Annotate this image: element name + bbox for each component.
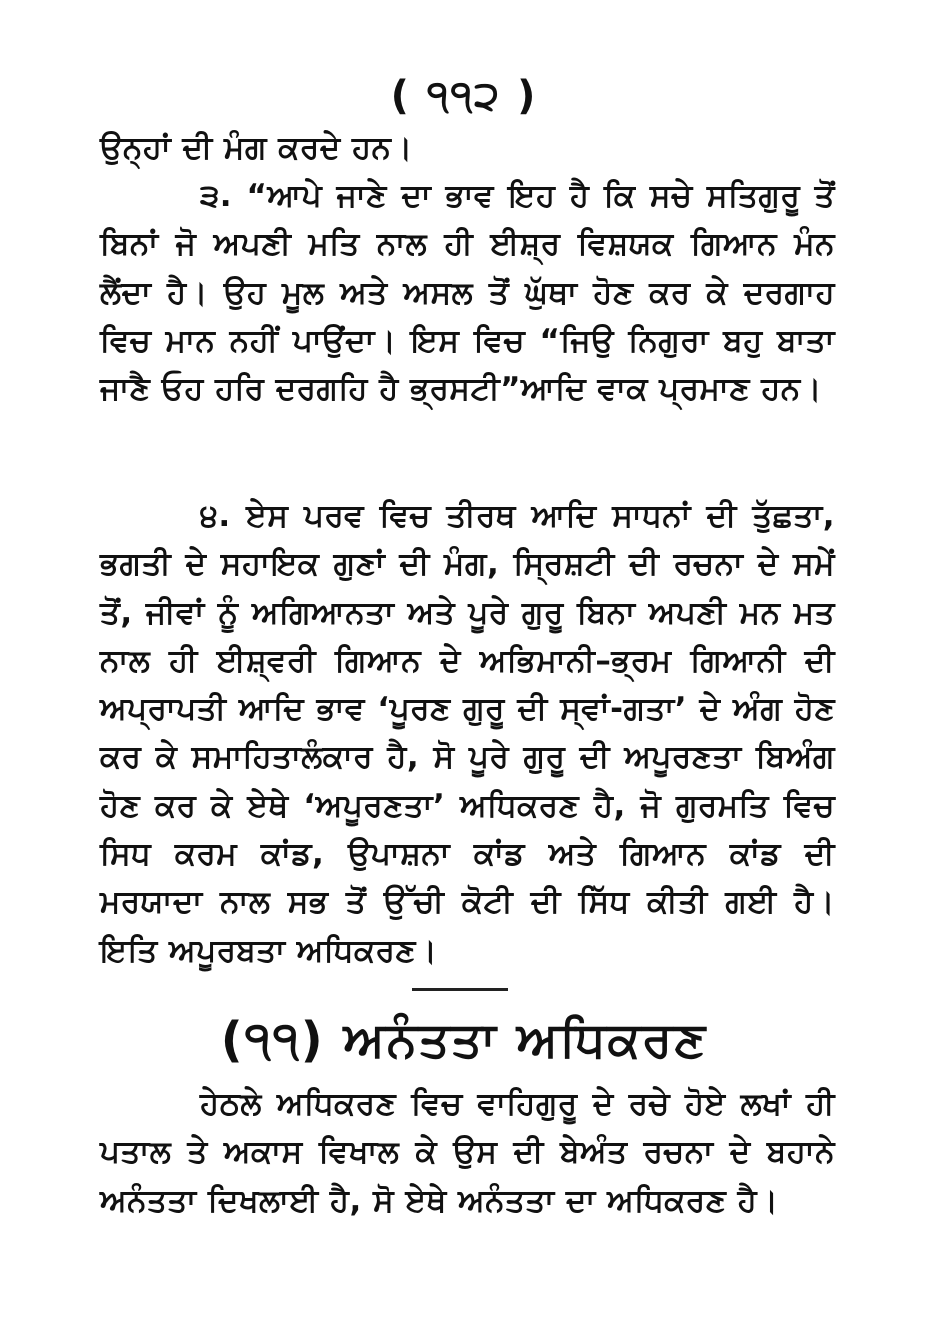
page-number: ( ੧੧੨ )	[390, 73, 538, 119]
section-heading: (੧੧) ਅਨੰਤਤਾ ਅਧਿਕਰਣ	[220, 1012, 708, 1068]
section-body-paragraph: ਹੇਠਲੇ ਅਧਿਕਰਣ ਵਿਚ ਵਾਹਿਗੁਰੂ ਦੇ ਰਚੇ ਹੋਏ ਲਖਾਂ ਹੀ ਪਤਾਲ ਤੇ ਅਕਾਸ ਵਿਖਾਲ ਕੇ ਉਸ ਦੀ ਬੇਅੰਤ ਰਚਨਾ ਦੇ ਬਹਾਨੇ ਅਨੰਤਤਾ ਦਿਖਲਾਈ ਹੈ, ਸੋ ਏਥੇ ਅਨੰਤਤਾ ਦਾ ਅਧਿਕਰਣ ਹੈ।	[100, 1086, 835, 1219]
continuation-paragraph: ਉਨ੍ਹਾਂ ਦੀ ਮੰਗ ਕਰਦੇ ਹਨ।	[100, 130, 413, 166]
paragraph-point-4: ੪. ਏਸ ਪਰਵ ਵਿਚ ਤੀਰਥ ਆਦਿ ਸਾਧਨਾਂ ਦੀ ਤੁੱਛਤਾ, ਭਗਤੀ ਦੇ ਸਹਾਇਕ ਗੁਣਾਂ ਦੀ ਮੰਗ, ਸ੍ਰਿਸ਼ਟੀ ਦੀ ਰਚਨਾ ਦੇ ਸਮੇਂ ਤੋਂ, ਜੀਵਾਂ ਨੂੰ ਅਗਿਆਨਤਾ ਅਤੇ ਪੂਰੇ ਗੁਰੂ ਬਿਨਾ ਅਪਣੀ ਮਨ ਮਤ ਨਾਲ ਹੀ ਈਸ਼੍ਵਰੀ ਗਿਆਨ ਦੇ ਅਭਿਮਾਨੀ–ਭ੍ਰਮ ਗਿਆਨੀ ਦੀ ਅਪ੍ਰਾਪਤੀ ਆਦਿ ਭਾਵ ‘ਪੂਰਣ ਗੁਰੂ ਦੀ ਸ੍ਵਾਂ-ਗਤਾ’ ਦੇ ਅੰਗ ਹੋਣ ਕਰ ਕੇ ਸਮਾਹਿਤਾਲੰਕਾਰ ਹੈ, ਸੋ ਪੂਰੇ ਗੁਰੂ ਦੀ ਅਪੂਰਣਤਾ ਬਿਅੰਗ ਹੋਣ ਕਰ ਕੇ ਏਥੇ ‘ਅਪੂਰਣਤਾ’ ਅਧਿਕਰਣ ਹੈ, ਜੋ ਗੁਰਮਤਿ ਵਿਚ ਸਿਧ ਕਰਮ ਕਾਂਡ, ਉਪਾਸ਼ਨਾ ਕਾਂਡ ਅਤੇ ਗਿਆਨ ਕਾਂਡ ਦੀ ਮਰਯਾਦਾ ਨਾਲ ਸਭ ਤੋਂ ਉੱਚੀ ਕੋਟੀ ਦੀ ਸਿੱਧ ਕੀਤੀ ਗਈ ਹੈ। ਇਤਿ ਅਪੂਰਬਤਾ ਅਧਿਕਰਣ।	[100, 498, 835, 969]
section-divider	[412, 988, 508, 991]
paragraph-point-3: ੩. “ਆਪੇ ਜਾਣੇ ਦਾ ਭਾਵ ਇਹ ਹੈ ਕਿ ਸਚੇ ਸਤਿਗੁਰੂ ਤੋਂ ਬਿਨਾਂ ਜੋ ਅਪਣੀ ਮਤਿ ਨਾਲ ਹੀ ਈਸ਼੍ਰ ਵਿਸ਼ਯਕ ਗਿਆਨ ਮੰਨ ਲੈਂਦਾ ਹੈ। ਉਹ ਮੂਲ ਅਤੇ ਅਸਲ ਤੋਂ ਘੁੱਥਾ ਹੋਣ ਕਰ ਕੇ ਦਰਗਾਹ ਵਿਚ ਮਾਨ ਨਹੀਂ ਪਾਉਂਦਾ। ਇਸ ਵਿਚ “ਜਿਉ ਨਿਗੁਰਾ ਬਹੁ ਬਾਤਾ ਜਾਣੈ ਓਹ ਹਰਿ ਦਰਗਹਿ ਹੈ ਭ੍ਰਸਟੀ”ਆਦਿ ਵਾਕ ਪ੍ਰਮਾਣ ਹਨ।	[100, 178, 835, 408]
